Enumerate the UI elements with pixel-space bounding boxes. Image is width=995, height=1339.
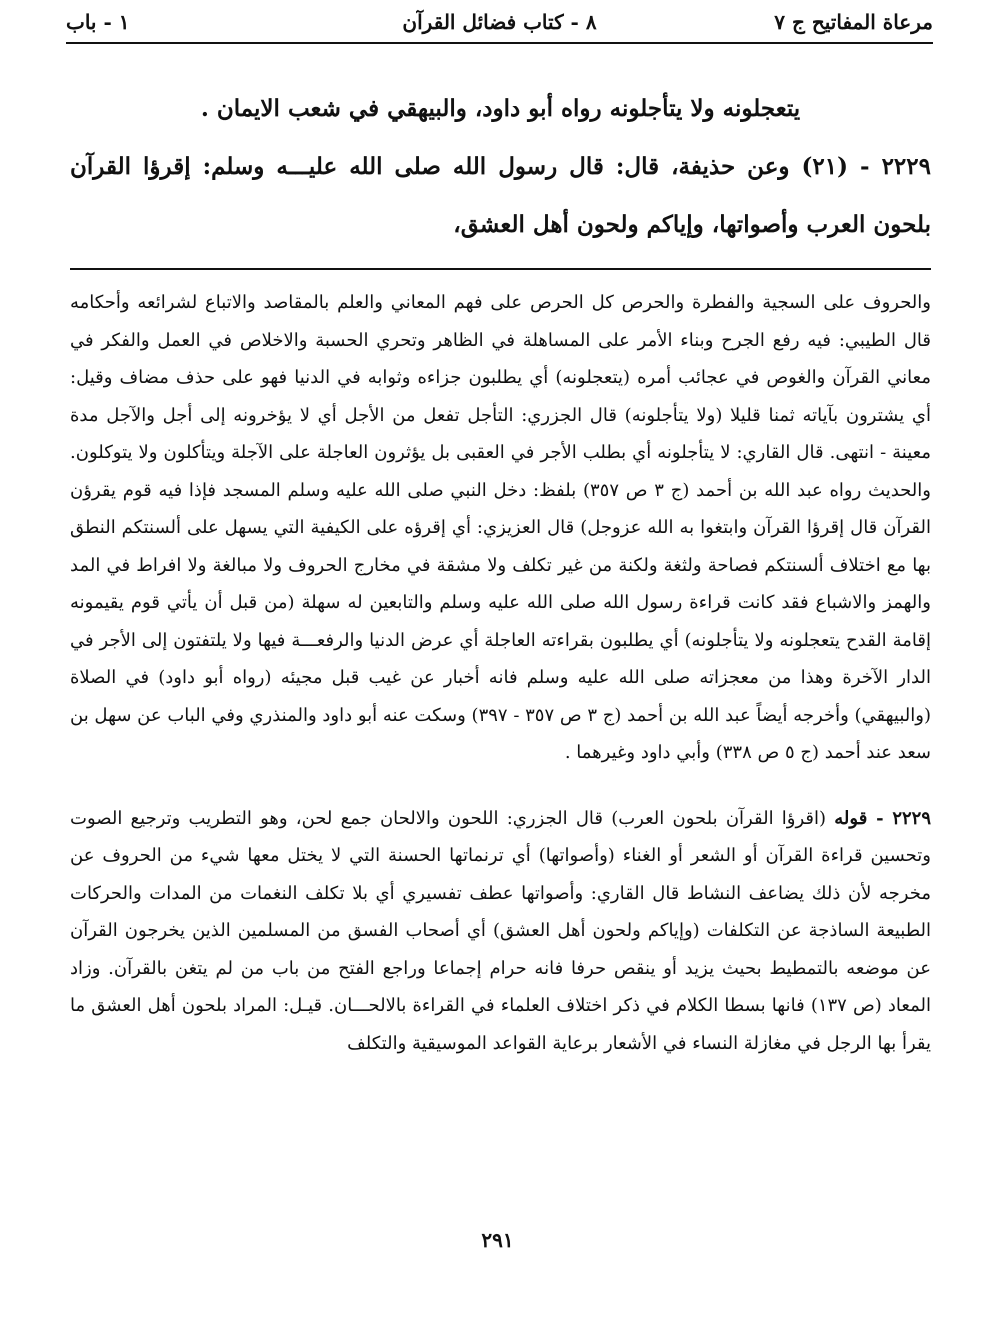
running-header	[66, 2, 933, 44]
page-number: ٢٩١	[481, 1228, 514, 1252]
commentary-paragraph-2	[70, 800, 931, 1063]
commentary	[70, 284, 931, 1062]
hadith-continuation: يتعجلونه ولا يتأجلونه رواه أبو داود، والبيهقي في شعب الايمان .	[200, 95, 801, 122]
main-text	[70, 80, 931, 254]
book-title: مرعاة المفاتيح ج ٧	[774, 10, 933, 34]
section-title: ١ - باب	[66, 10, 130, 34]
hadith-2229: ٢٢٢٩ - (٢١) وعن حذيفة، قال: قال رسول الله صلى الله عليـــه وسلم: إقرؤا القرآن بلحون العرب وأصواتها، وإياكم ولحون أهل العشق،	[70, 153, 931, 238]
chapter-title: ٨ - كتاب فضائل القرآن	[402, 10, 597, 34]
separator-rule	[70, 268, 931, 270]
commentary-paragraph-1: والحروف على السجية والفطرة والحرص كل الحرص على فهم المعاني والعلم بالمقاصد والاتباع لشرائعه وأحكامه قال الطيبي: فيه رفع الجرح وبناء الأمر على المساهلة في الظاهر وتحري الحسبة والاخلاص في العمل والفكر في معاني القرآن والغوص في عجائب أمره (يتعجلونه) أي يطلبون جزاءه وثوابه في الدنيا فهو على حذف مضاف وقيل: أي يشترون بآياته ثمنا قليلا (ولا يتأجلونه) قال الجزري: التأجل تفعل من الأجل أي لا يؤخرونه إلى أجل والآجل مدة معينة - انتهى. قال القاري: لا يتأجلونه أي بطلب الأجر في العقبى بل يؤثرون العاجلة على الآجلة ويتأكلون ولا يتوكلون. والحديث رواه عبد الله بن أحمد (ج ٣ ص ٣٥٧) بلفظ: دخل النبي صلى الله عليه وسلم المسجد فإذا فيه قوم يقرؤن القرآن قال إقرؤا القرآن وابتغوا به الله عزوجل) قال العزيزي: أي إقرؤه على الكيفية التي يسهل على ألسنتكم النطق بها مع اختلاف ألسنتكم فصاحة ولثغة ولكنة من غير تكلف ولا مشقة في مخارج الحروف ولا مبالغة ولا افراط في المد والهمز والاشباع فقد كانت قراءة رسول الله صلى الله عليه وسلم والتابعين له سهلة (من قبل أن يأتي قوم يقيمونه إقامة القدح يتعجلونه ولا يتأجلونه) أي يطلبون بقراءته العاجلة أي عرض الدنيا والرفعـــة فيها ولا يلتفتون إلى الأجر في الدار الآخرة وهذا من معجزاته صلى الله عليه وسلم فانه أخبار عن غيب قبل مجيئه (رواه أبو داود) في الصلاة (والبيهقي) وأخرجه أيضاً عبد الله بن أحمد (ج ٣ ص ٣٥٧ - ٣٩٧) وسكت عنه أبو داود والمنذري وفي الباب عن سهل بن سعد عند أحمد (ج ٥ ص ٣٣٨) وأبي داود وغيرهما .	[70, 292, 931, 763]
hadith-reference-label: ٢٢٢٩ - قوله	[834, 807, 931, 829]
commentary-paragraph-2-text: (اقرؤا القرآن بلحون العرب) قال الجزري: اللحون والالحان جمع لحن، وهو التطريب وترجيع الصوت وتحسين قراءة القرآن أو الشعر أو الغناء (وأصواتها) أي ترنماتها الحسنة التي لا يختل معها شيء من الحروف عن مخرجه لأن ذلك يضاعف النشاط قال القاري: وأصواتها عطف تفسيري أي بلا تكلف النغمات من المدات والحركات الطبيعة الساذجة عن التكلفات (وإياكم ولحون أهل العشق) أي أصحاب الفسق من المسلمين الذين يخرجون القرآن عن موضعه بالتمطيط بحيث يزيد أو ينقص حرفا فانه حرام إجماعا وراجع الفتح من باب من لم يتغن بالقرآن. وزاد المعاد (ص ١٣٧) فانها بسطا الكلام في ذكر اختلاف العلماء في القراءة بالالحـــان. قيـل: المراد بلحون أهل العشق ما يقرأ بها الرجل في مغازلة النساء في الأشعار برعاية القواعد الموسيقية والتكلف	[70, 807, 931, 1054]
